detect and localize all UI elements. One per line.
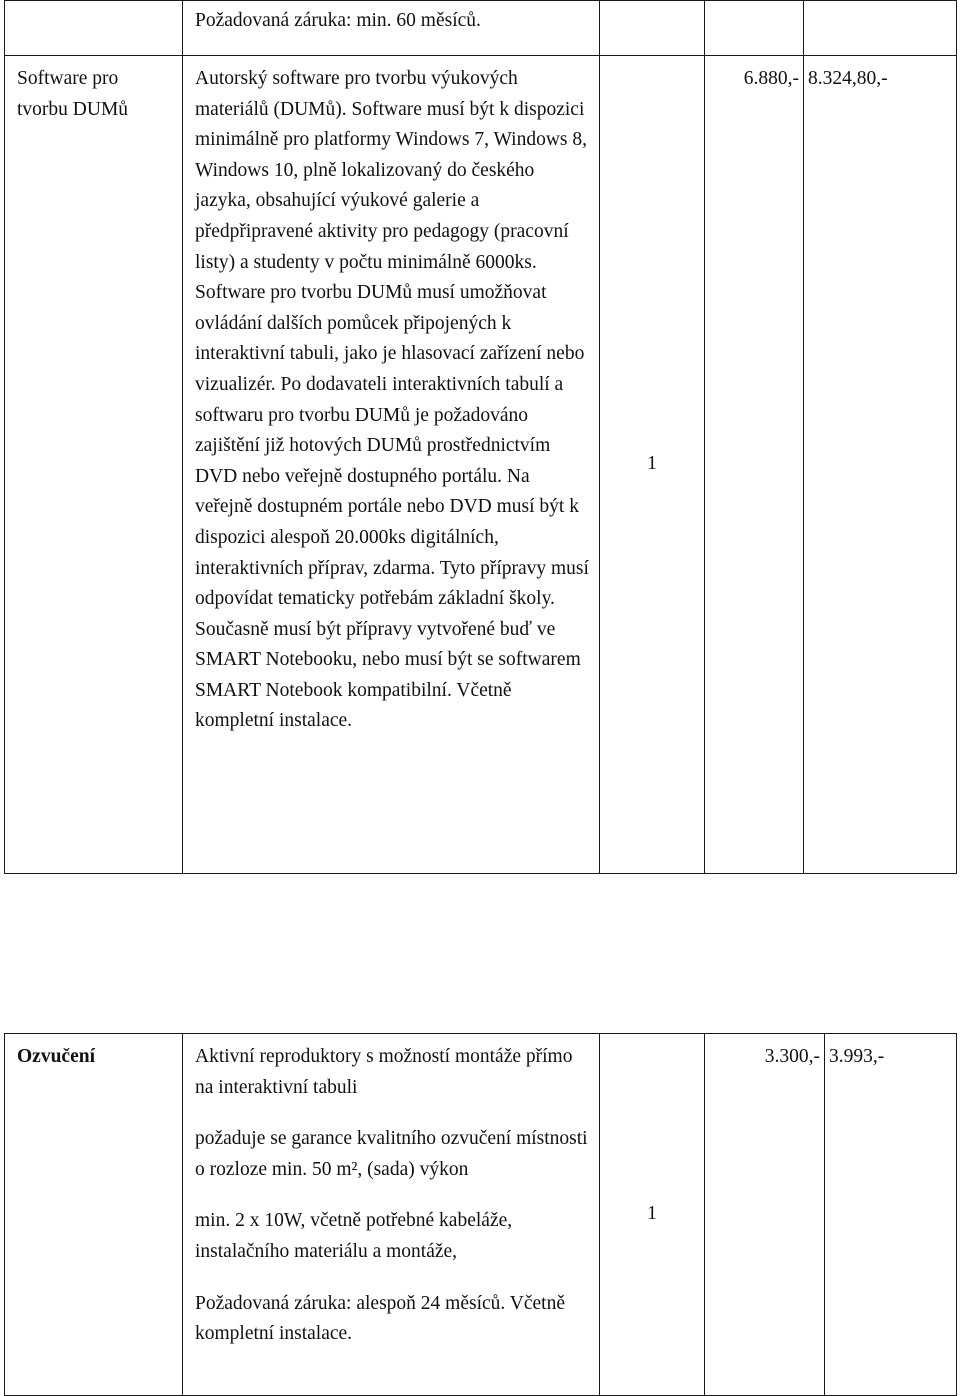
spec-table-top xyxy=(4,0,957,874)
software-item-price: 6.880,- xyxy=(743,68,799,89)
warranty-description: Požadovaná záruka: min. 60 měsíců. xyxy=(195,10,481,31)
audio-price-cell xyxy=(705,1034,825,1396)
warranty-price-cell xyxy=(705,1,804,56)
software-item-name: Software pro tvorbu DUMů xyxy=(17,68,129,120)
software-quantity-cell xyxy=(600,56,705,874)
audio-description-paragraph: Aktivní reproduktory s možností montáže přímo na interaktivní tabuli xyxy=(195,1046,573,1098)
audio-row xyxy=(5,1034,957,1396)
audio-description-paragraph: min. 2 x 10W, včetně potřebné kabeláže, instalačního materiálu a montáže, xyxy=(195,1210,513,1262)
software-description-cell xyxy=(183,56,600,874)
warranty-quantity-cell xyxy=(600,1,705,56)
audio-name-cell xyxy=(5,1034,183,1396)
audio-description-paragraph: Požadovaná záruka: alespoň 24 měsíců. Včetně kompletní instalace. xyxy=(195,1292,566,1345)
audio-item-price: 3.300,- xyxy=(764,1046,820,1067)
audio-item-name: Ozvučení xyxy=(17,1046,95,1067)
warranty-row xyxy=(5,1,957,56)
software-total-cell xyxy=(804,56,957,874)
warranty-description-cell xyxy=(183,1,600,56)
audio-item-total: 3.993,- xyxy=(829,1046,885,1067)
warranty-name-cell xyxy=(5,1,183,56)
warranty-total-cell xyxy=(804,1,957,56)
software-price-cell xyxy=(705,56,804,874)
audio-quantity-cell xyxy=(600,1034,705,1396)
software-row xyxy=(5,56,957,874)
spec-table-bottom xyxy=(4,1033,957,1396)
software-item-description: Autorský software pro tvorbu výukových materiálů (DUMů). Software musí být k dispozici minimálně pro platformy Windows 7, Windows 8, Windows 10, plně lokalizovaný do českého jazyka, obsahující výukové galerie a předpřipravené aktivity pro pedagogy (pracovní listy) a studenty v počtu minimálně 6000ks. Software pro tvorbu DUMů musí umožňovat ovládání dalších pomůcek připojených k interaktivní tabuli, jako je hlasovací zařízení nebo vizualizér. Po dodavateli interaktivních tabulí a softwaru pro tvorbu DUMů je požadováno zajištění již hotových DUMů prostřednictvím DVD nebo veřejně dostupného portálu. Na veřejně dostupném portále nebo DVD musí být k dispozici alespoň 20.000ks digitálních, interaktivních příprav, zdarma. Tyto přípravy musí odpovídat tematicky potřebám základní školy. Současně musí být přípravy vytvořené buď ve SMART Notebooku, nebo musí být se softwarem SMART Notebook kompatibilní. Včetně kompletní instalace. xyxy=(195,68,589,732)
audio-description-cell xyxy=(183,1034,600,1396)
audio-description-paragraph: požaduje se garance kvalitního ozvučení místnosti o rozloze min. 50 m², (sada) výkon xyxy=(195,1128,588,1180)
software-item-quantity: 1 xyxy=(647,453,657,475)
audio-total-cell xyxy=(825,1034,957,1396)
audio-item-quantity: 1 xyxy=(647,1203,657,1225)
software-item-total: 8.324,80,- xyxy=(808,68,888,89)
software-name-cell xyxy=(5,56,183,874)
